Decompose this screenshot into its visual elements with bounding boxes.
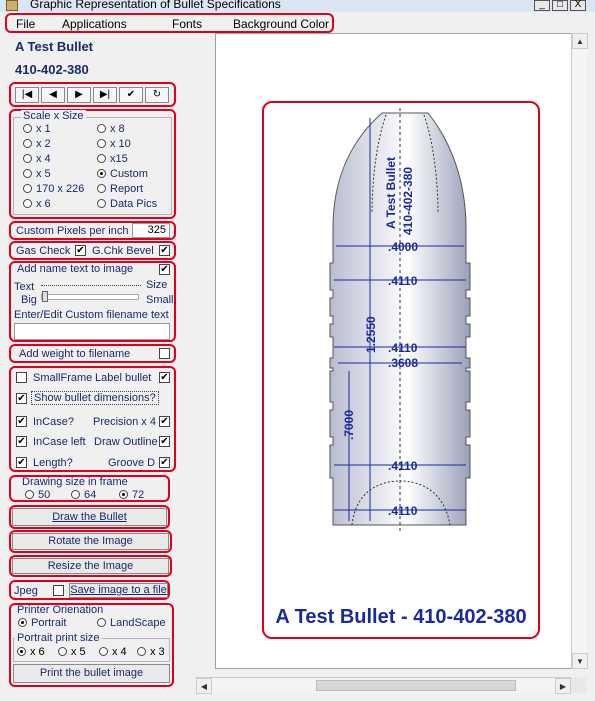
print-size-x5-radio[interactable]: x 5 [58,646,86,658]
radio-icon [23,169,32,178]
draw-outline-checkbox[interactable]: ✔ [160,436,169,447]
gas-check-bevel-label: G.Chk Bevel [92,245,154,257]
title-bar [0,0,595,12]
add-weight-label: Add weight to filename [19,348,131,360]
scale-size-title: Scale x Size [23,110,84,122]
menu-file[interactable]: File [16,17,36,31]
dim-driving-band-3: .4110 [388,459,418,473]
options-panel [9,366,176,472]
jpeg-label: Jpeg [14,585,38,597]
first-record-button[interactable]: |◀ [15,87,39,103]
incase-left-label: InCase left [33,436,86,448]
vertical-scrollbar[interactable] [571,33,587,669]
text-size-slider[interactable] [41,294,139,300]
draw-outline-label: Draw Outline [94,436,158,448]
name-text-checkbox[interactable]: ✔ [160,264,169,275]
show-dimensions-checkbox[interactable]: ✔ [17,393,26,404]
radio-icon [97,154,106,163]
navigation-toolbar [9,82,176,107]
custom-pixels-label: Custom Pixels per inch [16,225,129,237]
radio-icon [137,647,146,656]
radio-selected-icon [17,647,26,656]
save-image-button[interactable]: Save image to a file [70,584,167,596]
check-icon[interactable]: ✔ [119,87,143,103]
previous-record-button[interactable]: ◀ [41,87,65,103]
drawing-size-50-radio[interactable]: 50 [25,489,50,501]
scroll-up-icon[interactable]: ▲ [572,33,588,49]
radio-icon [23,139,32,148]
name-text-title: Add name text to image [17,263,134,275]
incase-label: InCase? [33,416,74,428]
scale-x10-radio[interactable]: x 10 [97,138,131,150]
length-checkbox[interactable]: ✔ [17,457,26,468]
small-frame-checkbox[interactable] [16,372,27,383]
bullet-code-heading: 410-402-380 [15,62,89,77]
drawing-size-panel [9,475,170,502]
radio-icon [23,199,32,208]
groove-d-label: Groove D [108,457,156,469]
vertical-bullet-code: 410-402-380 [401,166,415,235]
radio-icon [23,154,32,163]
groove-d-checkbox[interactable]: ✔ [160,457,169,468]
radio-icon [99,647,108,656]
scroll-down-icon[interactable]: ▼ [572,653,588,669]
gas-check-checkbox[interactable]: ✔ [76,245,85,256]
print-size-x4-radio[interactable]: x 4 [99,646,127,658]
radio-selected-icon [18,618,27,627]
resize-image-button[interactable]: Resize the Image [12,558,169,574]
dim-meplat: .4000 [388,240,419,254]
bullet-drawing-frame [262,101,540,639]
incase-left-checkbox[interactable]: ✔ [17,436,26,447]
scale-x6-radio[interactable]: x 6 [23,198,51,210]
scroll-left-icon[interactable]: ◀ [196,678,212,694]
drawing-size-64-radio[interactable]: 64 [71,489,96,501]
menu-fonts[interactable]: Fonts [172,17,203,31]
text-label: Text [14,281,35,293]
small-label: Small [146,294,174,306]
scroll-right-icon[interactable]: ▶ [555,678,571,694]
scale-170x226-radio[interactable]: 170 x 226 [23,183,84,195]
scale-x2-radio[interactable]: x 2 [23,138,51,150]
radio-icon [97,199,106,208]
bullet-drawing [264,103,538,637]
scale-report-radio[interactable]: Report [97,183,143,195]
weight-panel [9,344,176,363]
radio-icon [97,139,106,148]
scale-x5-radio[interactable]: x 5 [23,168,51,180]
draw-bullet-button[interactable]: Draw the Bullet [12,508,167,526]
bullet-name-heading: A Test Bullet [15,39,94,54]
size-label: Size [146,279,168,291]
landscape-radio[interactable]: LandScape [97,617,166,629]
menu-background-color[interactable]: Background Color [233,17,330,31]
dim-driving-band-2: .4110 [388,341,418,355]
scroll-thumb[interactable] [316,680,516,691]
radio-icon [23,184,32,193]
gas-check-label: Gas Check [16,245,71,257]
printer-orientation-title: Printer Orienation [17,604,104,616]
name-text-panel [9,261,176,342]
radio-icon [25,490,34,499]
scale-x8-radio[interactable]: x 8 [97,123,125,135]
text-size-ticks [41,279,141,286]
jpeg-checkbox[interactable] [53,585,64,596]
resize-button-frame [9,555,172,577]
jpeg-panel [9,580,170,600]
label-bullet-label: Label bullet [95,372,152,384]
dim-driving-band-1: .4110 [388,274,418,288]
radio-selected-icon [97,169,106,178]
slider-thumb[interactable] [42,291,48,302]
maximize-button[interactable]: □ [552,0,568,11]
precision-label: Precision x 4 [93,416,156,428]
big-label: Big [21,294,37,306]
scale-size-panel [9,109,176,219]
radio-icon [97,618,106,627]
show-dimensions-label: Show bullet dimensions? [31,391,159,405]
printer-panel [9,603,174,687]
portrait-radio[interactable]: Portrait [18,617,66,629]
rotate-button-frame [9,530,172,553]
gas-check-bevel-checkbox[interactable]: ✔ [160,245,169,256]
custom-filename-label: Enter/Edit Custom filename text [14,309,169,321]
print-size-x6-radio[interactable]: x 6 [17,646,45,658]
rotate-image-button[interactable]: Rotate the Image [12,533,169,550]
scale-x15-radio[interactable]: x15 [97,153,128,165]
horizontal-scrollbar[interactable] [196,677,571,693]
incase-checkbox[interactable]: ✔ [17,416,26,427]
radio-icon [23,124,32,133]
resize-grip[interactable] [571,677,587,693]
vertical-bullet-name: A Test Bullet [384,156,398,229]
last-record-button[interactable]: ▶| [93,87,117,103]
print-size-x3-radio[interactable]: x 3 [137,646,165,658]
app-icon [6,0,18,11]
precision-checkbox[interactable]: ✔ [160,416,169,427]
menu-applications[interactable]: Applications [62,17,127,31]
scale-custom-radio[interactable]: Custom [97,168,148,180]
drawing-caption: A Test Bullet - 410-402-380 [275,606,527,628]
gas-check-panel [9,241,176,260]
length-label: Length? [33,457,73,469]
refresh-icon[interactable]: ↻ [145,87,169,103]
radio-selected-icon [119,490,128,499]
close-button[interactable]: X [570,0,586,11]
label-bullet-checkbox[interactable]: ✔ [160,372,169,383]
print-size-title: Portrait print size [17,632,100,644]
draw-button-frame [9,505,170,529]
dim-base: .4110 [388,504,418,518]
scale-data-pics-radio[interactable]: Data Pics [97,198,157,210]
dim-groove: .3608 [388,356,419,370]
drawing-size-72-radio[interactable]: 72 [119,489,144,501]
radio-icon [58,647,67,656]
small-frame-label: SmallFrame [33,372,93,384]
dim-overall-length: 1.2550 [364,316,378,353]
add-weight-checkbox[interactable] [159,348,170,359]
print-bullet-button[interactable]: Print the bullet image [13,664,170,683]
drawing-size-title: Drawing size in frame [22,476,128,488]
window-title: Graphic Representation of Bullet Specifications [30,0,281,11]
radio-icon [71,490,80,499]
dim-body-length: .7000 [342,409,356,440]
next-record-button[interactable]: ▶ [67,87,91,103]
radio-icon [97,124,106,133]
custom-filename-input[interactable] [14,323,170,340]
custom-pixels-input[interactable]: 325 [132,223,170,238]
menu-bar [5,13,334,33]
scale-x1-radio[interactable]: x 1 [23,123,51,135]
scale-x4-radio[interactable]: x 4 [23,153,51,165]
radio-icon [97,184,106,193]
minimize-button[interactable]: _ [534,0,550,11]
custom-pixels-panel [9,221,176,240]
